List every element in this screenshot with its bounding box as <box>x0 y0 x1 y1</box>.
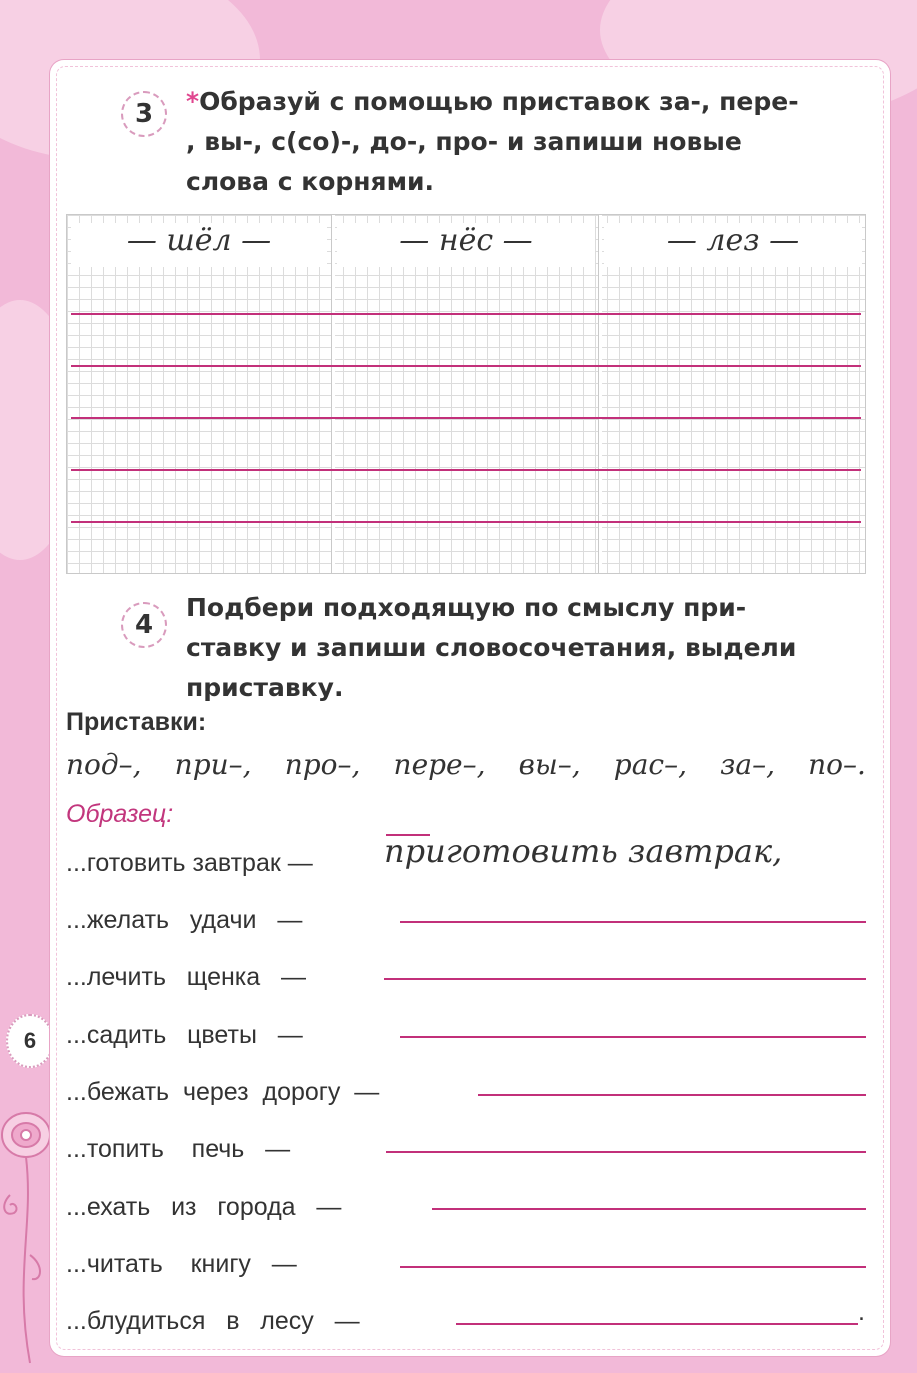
phrase-row <box>66 1010 303 1050</box>
column-header-nes: — нёс — <box>337 223 595 267</box>
answer-line[interactable] <box>456 1323 858 1325</box>
exercise-3-number-text: 3 <box>134 99 154 129</box>
phrase-text: ...ехать из города — <box>66 1193 342 1221</box>
column-divider <box>331 215 335 573</box>
answer-line[interactable] <box>400 921 866 923</box>
table-row-line <box>71 469 861 471</box>
exercise-4-number <box>121 602 167 648</box>
table-row-line <box>71 417 861 419</box>
phrase-text: ...бежать через дорогу — <box>66 1078 380 1106</box>
sample-label: Образец: <box>66 800 174 828</box>
sample-answer: приготовить завтрак, <box>384 832 783 870</box>
table-row-line <box>71 313 861 315</box>
prefix-item: вы–, <box>518 748 581 781</box>
exercise-4-line-3: приставку. <box>186 673 344 702</box>
prefix-item: пере–, <box>393 748 486 781</box>
phrase-row <box>66 1296 360 1336</box>
prefixes-list <box>66 748 866 781</box>
answer-line[interactable] <box>400 1266 866 1268</box>
sample-row <box>66 838 313 878</box>
column-divider <box>598 215 602 573</box>
answer-line[interactable] <box>432 1208 866 1210</box>
phrase-row <box>66 952 306 992</box>
exercise-3-line-2: , вы-, с(со)-, до-, про- и запиши новые <box>186 127 742 156</box>
prefix-item: про–, <box>284 748 361 781</box>
exercise-3-number <box>121 91 167 137</box>
exercise-4-line-1: Подбери подходящую по смыслу при- <box>186 593 747 622</box>
answer-line[interactable] <box>400 1036 866 1038</box>
phrase-text: ...садить цветы — <box>66 1021 303 1049</box>
column-header-lez: — лез — <box>604 223 862 267</box>
phrase-text: ...лечить щенка — <box>66 963 307 991</box>
phrase-text: ...желать удачи — <box>66 906 303 934</box>
exercise-3-line-1-text: Образуй с помощью приставок за-, пере- <box>199 87 799 116</box>
star-marker: * <box>186 87 200 116</box>
exercise-4-line-2: ставку и запиши словосочетания, выдели <box>186 633 797 662</box>
flower-decoration-icon <box>0 1105 52 1365</box>
page-number-text: 6 <box>23 1028 37 1053</box>
answer-line[interactable] <box>386 1151 866 1153</box>
page-number <box>6 1014 54 1068</box>
phrase-text: ...читать книгу — <box>66 1250 297 1278</box>
exercise-3-table <box>66 214 866 574</box>
prefix-item: при–, <box>174 748 252 781</box>
phrase-row <box>66 1239 297 1279</box>
sample-phrase: ...готовить завтрак — <box>66 849 313 877</box>
end-dot: . <box>858 1298 865 1326</box>
table-row-line <box>71 365 861 367</box>
phrase-row <box>66 1124 290 1164</box>
phrase-row <box>66 1067 379 1107</box>
exercise-3-instructions <box>186 82 866 202</box>
exercise-4-instructions <box>186 588 866 708</box>
phrase-row <box>66 895 302 935</box>
answer-line[interactable] <box>478 1094 866 1096</box>
exercise-3-line-1 <box>186 82 866 122</box>
answer-line[interactable] <box>384 978 866 980</box>
prefix-item: рас–, <box>613 748 687 781</box>
table-row-line <box>71 521 861 523</box>
prefixes-label: Приставки: <box>66 708 207 736</box>
prefix-item: за–, <box>720 748 775 781</box>
prefix-item: под–, <box>66 748 142 781</box>
exercise-3-line-3: слова с корнями. <box>186 167 435 196</box>
prefix-item: по–. <box>808 748 866 781</box>
column-header-shel: — шёл — <box>71 223 327 267</box>
exercise-4-number-text: 4 <box>134 610 154 640</box>
phrase-text: ...блудиться в лесу — <box>66 1307 360 1335</box>
phrase-text: ...топить печь — <box>66 1135 291 1163</box>
phrase-row <box>66 1182 341 1222</box>
